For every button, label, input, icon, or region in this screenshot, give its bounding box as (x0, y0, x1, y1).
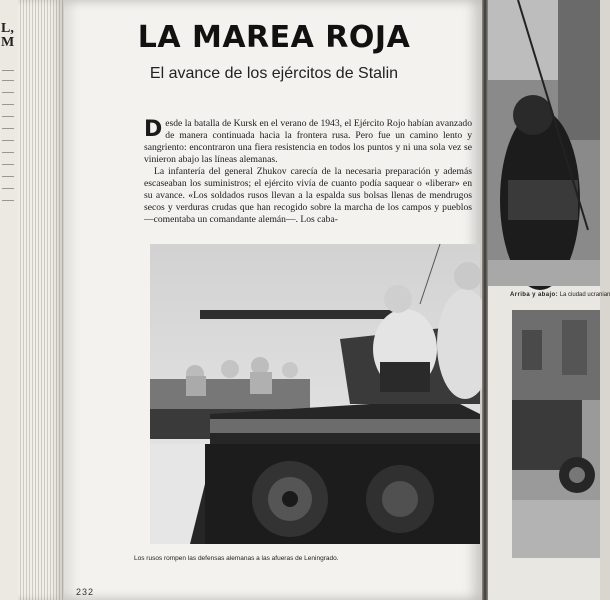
ruined-city-photograph (512, 310, 600, 558)
caption-text: La ciudad ucranian (559, 292, 610, 298)
right-page (488, 0, 610, 600)
tank-photo-image (150, 244, 480, 544)
soldier-photograph (488, 0, 600, 286)
article-body (144, 118, 472, 226)
ruins-photo-image (512, 310, 600, 558)
left-page-text-fragment: L, (1, 21, 14, 36)
previous-page-edge (0, 0, 19, 600)
tank-photograph (150, 244, 480, 544)
right-photo-caption (510, 292, 610, 298)
left-page-text-fragment: M (1, 35, 15, 50)
paragraph-1 (144, 118, 472, 166)
photo-caption: Los rusos rompen las defensas alemanas a las afueras de Leningrado. (134, 555, 339, 562)
page-title: LA MAREA ROJA (137, 20, 411, 55)
drop-cap: D (144, 117, 163, 142)
paragraph-2: La infantería del general Zhukov carecía de la necesaria preparación y además escaseaban los suministros; el ejército vivía de cuanto podía saquear o «liberar» en su avance. «Los soldados rusos llevan a la espalda sus bolsas llenas de mendrugos secos y verduras crudas que han recogido sobre la marcha de los campos y pueblos —comentaba un comandante alemán—. Los caba- (144, 166, 472, 225)
paragraph-1-text: esde la batalla de Kursk en el verano de 1943, el Ejército Rojo habían avanzado de manera continuada hacia la frontera rusa. Pero fue un camino lento y sangriento: encontraron una fiera resistencia en todos los puntos y ni una sola vez se vinieron abajo las líneas alemanas. (144, 118, 472, 165)
page-subtitle: El avance de los ejércitos de Stalin (149, 65, 399, 82)
left-page (64, 0, 484, 600)
page-stack-edges (18, 0, 64, 600)
page-number: 232 (76, 587, 95, 597)
soldier-photo-image (488, 0, 600, 286)
caption-lead: Arriba y abajo: (510, 292, 559, 298)
